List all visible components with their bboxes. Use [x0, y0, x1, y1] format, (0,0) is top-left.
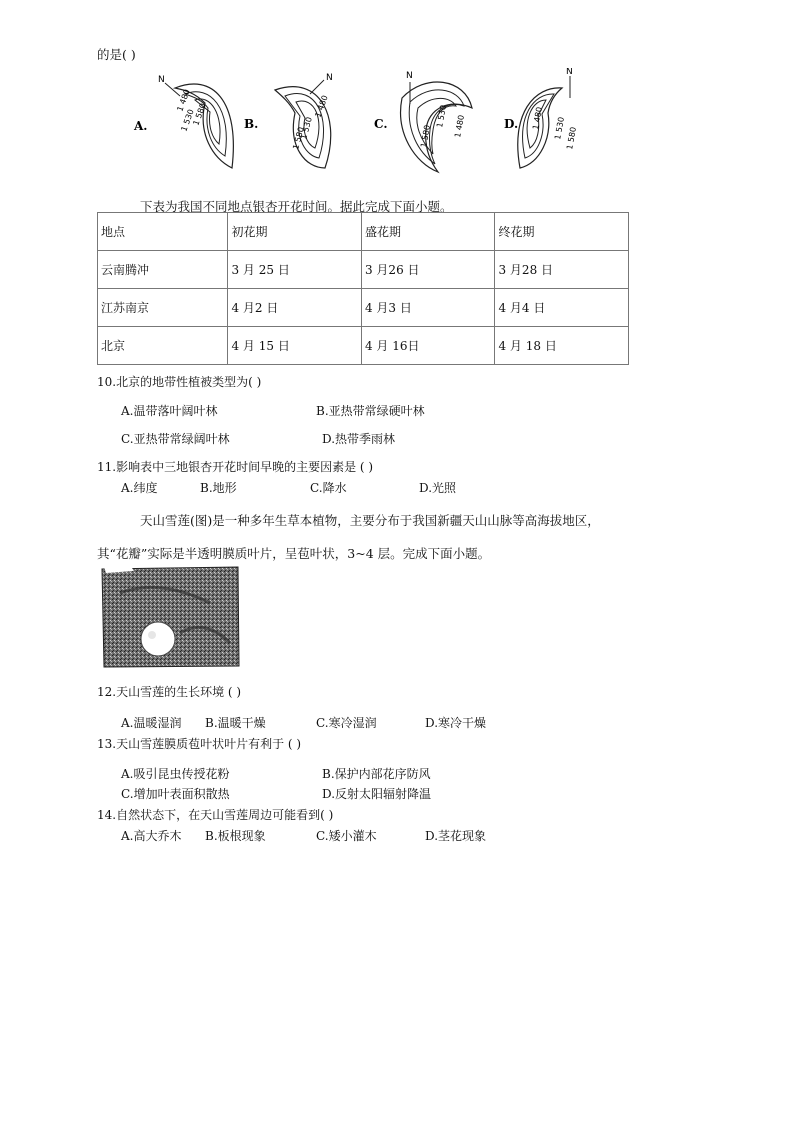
q12-option-a[interactable]: A.温暖湿润	[121, 716, 182, 730]
table-row	[98, 327, 629, 365]
q10-option-a[interactable]: A.温带落叶阔叶林	[121, 404, 218, 418]
q14-option-a[interactable]: A.高大乔木	[121, 829, 182, 843]
contour-label: 1 580	[291, 126, 306, 151]
ginkgo-bloom-table	[97, 212, 629, 365]
contour-label: 1 530	[553, 116, 566, 141]
table-intro: 下表为我国不同地点银杏开花时间。据此完成下面小题。	[140, 199, 453, 214]
table-cell: 北京	[98, 327, 228, 365]
table-cell: 4 月 15 日	[228, 327, 362, 365]
table-cell: 3 月 25 日	[228, 251, 362, 289]
option-label: D.	[504, 117, 519, 131]
option-label: A.	[134, 119, 148, 133]
q11-option-d[interactable]: D.光照	[419, 481, 457, 495]
table-cell: 3 月28 日	[495, 251, 629, 289]
question-12-stem: 12.天山雪莲的生长环境 ( )	[97, 685, 242, 699]
contour-label: 1 480	[531, 106, 544, 131]
diagram-option-b	[244, 73, 333, 168]
passage-line-2: 其“花瓣”实际是半透明膜质叶片，呈苞叶状，3~4 层。完成下面小题。	[97, 546, 491, 561]
q10-option-b[interactable]: B.亚热带常绿硬叶林	[316, 404, 425, 418]
diagram-option-d	[504, 68, 578, 168]
contour-label: 1 580	[191, 102, 208, 127]
north-label: N	[406, 71, 413, 81]
passage-line-1: 天山雪莲(图)是一种多年生草本植物，主要分布于我国新疆天山山脉等高海拔地区，	[140, 513, 600, 528]
q11-option-a[interactable]: A.纬度	[121, 481, 158, 495]
table-header-cell: 地点	[98, 213, 228, 251]
table-cell: 江苏南京	[98, 289, 228, 327]
contour-label: 1 530	[179, 108, 196, 133]
table-cell: 云南腾冲	[98, 251, 228, 289]
q14-option-b[interactable]: B.板根现象	[205, 829, 266, 843]
table-row	[98, 251, 629, 289]
table-cell: 4 月2 日	[228, 289, 362, 327]
q13-option-b[interactable]: B.保护内部花序防风	[322, 767, 431, 781]
table-cell: 4 月 16日	[361, 327, 495, 365]
contour-label: 1 580	[419, 124, 432, 149]
q10-option-c[interactable]: C.亚热带常绿阔叶林	[121, 432, 230, 446]
option-label: B.	[244, 117, 259, 131]
north-label: N	[158, 75, 165, 85]
q11-option-c[interactable]: C.降水	[310, 481, 347, 495]
contour-label: 1 530	[435, 104, 448, 129]
north-label: N	[326, 73, 333, 83]
contour-label: 1 530	[299, 116, 314, 141]
north-arrow	[165, 83, 180, 96]
question-13-stem: 13.天山雪莲膜质苞叶状叶片有利于 ( )	[97, 737, 302, 751]
diagram-option-a	[133, 75, 233, 168]
diagram-option-c	[374, 71, 472, 172]
contour-label: 1 580	[565, 126, 578, 151]
q10-option-d[interactable]: D.热带季雨林	[322, 432, 396, 446]
snow-lotus-photo	[100, 563, 240, 668]
question-stem-tail: 的是( )	[97, 47, 136, 62]
table-cell: 4 月3 日	[361, 289, 495, 327]
table-cell: 4 月4 日	[495, 289, 629, 327]
contour-diagram-options	[120, 68, 580, 183]
north-arrow	[310, 80, 324, 94]
q14-option-c[interactable]: C.矮小灌木	[316, 829, 377, 843]
q13-option-c[interactable]: C.增加叶表面积散热	[121, 787, 230, 801]
table-row	[98, 289, 629, 327]
contour-label: 1 480	[453, 114, 466, 139]
north-label: N	[566, 68, 573, 77]
contour-label: 1 480	[313, 94, 330, 119]
table-header-cell: 初花期	[228, 213, 362, 251]
option-label: C.	[374, 117, 388, 131]
table-header-row	[98, 213, 629, 251]
table-cell: 4 月 18 日	[495, 327, 629, 365]
q12-option-c[interactable]: C.寒冷湿润	[316, 716, 377, 730]
table-header-cell: 终花期	[495, 213, 629, 251]
q11-option-b[interactable]: B.地形	[200, 481, 237, 495]
question-10-stem: 10.北京的地带性植被类型为( )	[97, 375, 262, 389]
contour-label: 1 480	[175, 88, 192, 113]
q12-option-d[interactable]: D.寒冷干燥	[425, 716, 487, 730]
question-14-stem: 14.自然状态下，在天山雪莲周边可能看到( )	[97, 808, 334, 822]
table-header-cell: 盛花期	[361, 213, 495, 251]
q12-option-b[interactable]: B.温暖干燥	[205, 716, 266, 730]
table-cell: 3 月26 日	[361, 251, 495, 289]
q14-option-d[interactable]: D.茎花现象	[425, 829, 487, 843]
q13-option-d[interactable]: D.反射太阳辐射降温	[322, 787, 432, 801]
question-11-stem: 11.影响表中三地银杏开花时间早晚的主要因素是 ( )	[97, 460, 374, 474]
q13-option-a[interactable]: A.吸引昆虫传授花粉	[121, 767, 230, 781]
